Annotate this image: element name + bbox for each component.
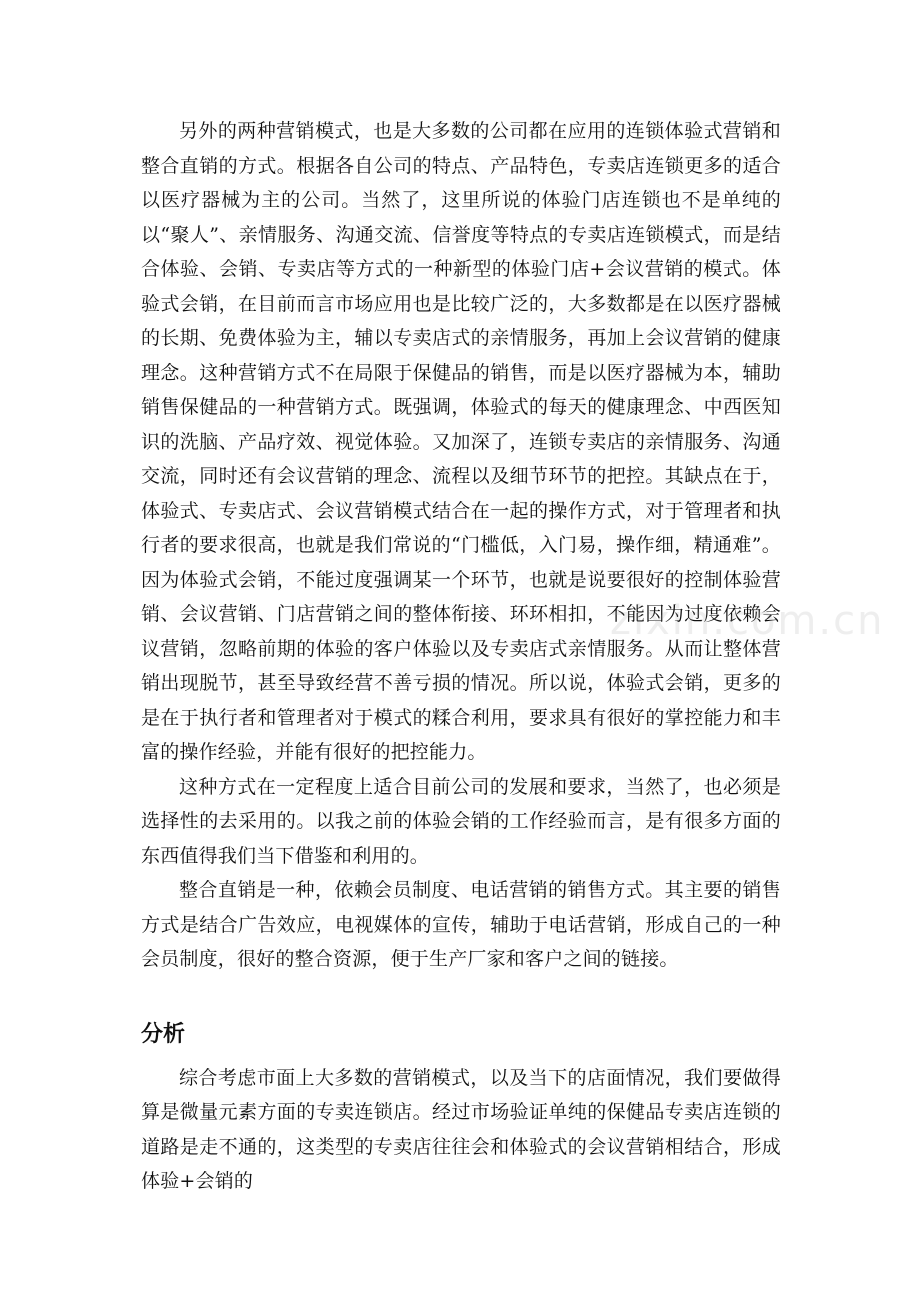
watermark: zixin.com.cn	[610, 598, 885, 644]
paragraph-experience-chain: 另外的两种营销模式，也是大多数的公司都在应用的连锁体验式营销和整合直销的方式。根据各自公司的特点、产品特色，专卖店连锁更多的适合以医疗器械为主的公司。当然了，这里所说的体验门店连锁也不是单纯的以“聚人”、亲情服务、沟通交流、信誉度等特点的专卖店连锁模式，而是结合体验、会销、专卖店等方式的一种新型的体验门店+会议营销的模式。体验式会销，在目前而言市场应用也是比较广泛的，大多数都是在以医疗器械的长期、免费体验为主，辅以专卖店式的亲情服务，再加上会议营销的健康理念。这种营销方式不在局限于保健品的销售，而是以医疗器械为本，辅助销售保健品的一种营销方式。既强调，体验式的每天的健康理念、中西医知识的洗脑、产品疗效、视觉体验。又加深了，连锁专卖店的亲情服务、沟通交流，同时还有会议营销的理念、流程以及细节环节的把控。其缺点在于，体验式、专卖店式、会议营销模式结合在一起的操作方式，对于管理者和执行者的要求很高，也就是我们常说的“门槛低，入门易，操作细，精通难”。因为体验式会销，不能过度强调某一个环节，也就是说要很好的控制体验营销、会议营销、门店营销之间的整体衔接、环环相扣，不能因为过度依赖会议营销，忽略前期的体验的客户体验以及专卖店式亲情服务。从而让整体营销出现脱节，甚至导致经营不善亏损的情况。所以说，体验式会销，更多的是在于执行者和管理者对于模式的糅合利用，要求具有很好的掌控能力和丰富的操作经验，并能有很好的把控能力。	[141, 120, 781, 763]
paragraph-applicability: 这种方式在一定程度上适合目前公司的发展和要求，当然了，也必须是选择性的去采用的。以我之前的体验会销的工作经验而言，是有很多方面的东西值得我们当下借鉴和利用的。	[141, 775, 781, 867]
paragraph-integrated-direct-sales: 整合直销是一种，依赖会员制度、电话营销的销售方式。其主要的销售方式是结合广告效应，电视媒体的宣传，辅助于电话营销，形成自己的一种会员制度，很好的整合资源，便于生产厂家和客户之间的链接。	[141, 879, 781, 970]
document-body	[141, 114, 781, 1199]
section-heading-analysis: 分析	[141, 1021, 186, 1047]
paragraph-analysis: 综合考虑市面上大多数的营销模式，以及当下的店面情况，我们要做得算是微量元素方面的专卖连锁店。经过市场验证单纯的保健品专卖店连锁的道路是走不通的，这类型的专卖店往往会和体验式的会议营销相结合，形成体验+会销的	[141, 1066, 781, 1192]
